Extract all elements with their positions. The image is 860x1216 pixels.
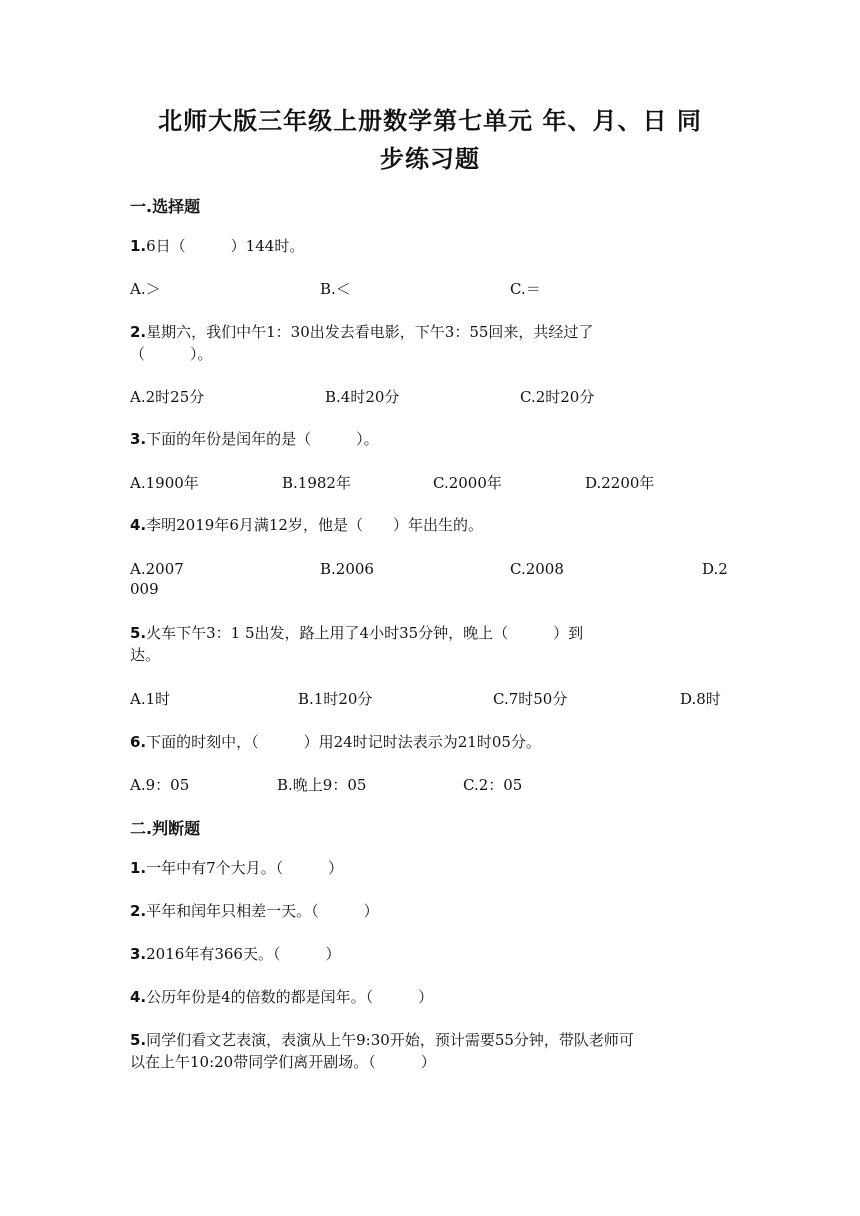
question-text-cont: （ ）。 bbox=[130, 345, 213, 363]
choice-options-6 bbox=[130, 774, 730, 796]
question-text-cont: 达。 bbox=[130, 646, 161, 664]
option-c[interactable]: C.2：05 bbox=[463, 776, 523, 794]
question-text-cont: 以在上午10:20带同学们离开剧场。（ ） bbox=[130, 1053, 436, 1071]
question-text: 下面的时刻中，（ ）用24时记时法表示为21时05分。 bbox=[146, 733, 541, 751]
question-text: 李明2019年6月满12岁，他是（ ）年出生的。 bbox=[146, 516, 483, 534]
judge-question-4 bbox=[130, 986, 730, 1008]
question-text: 一年中有7个大月。（ ） bbox=[146, 859, 344, 877]
question-number: 4. bbox=[130, 516, 147, 534]
judge-question-3 bbox=[130, 943, 730, 965]
question-text: 下面的年份是闰年的是（ ）。 bbox=[146, 430, 379, 448]
choice-question-5 bbox=[130, 622, 730, 666]
option-c[interactable]: C.2时20分 bbox=[520, 388, 595, 406]
option-b[interactable]: B.4时20分 bbox=[325, 388, 400, 406]
question-number: 1. bbox=[130, 859, 147, 877]
option-d[interactable]: D.2200年 bbox=[585, 474, 655, 492]
option-b[interactable]: B.1时20分 bbox=[298, 690, 373, 708]
option-b[interactable]: B.＜ bbox=[320, 280, 351, 298]
page-title bbox=[120, 102, 740, 178]
question-number: 4. bbox=[130, 988, 147, 1006]
question-text: 平年和闰年只相差一天。（ ） bbox=[146, 902, 379, 920]
option-c[interactable]: C.＝ bbox=[510, 280, 541, 298]
option-a[interactable]: A.2时25分 bbox=[130, 388, 205, 406]
choice-options-5 bbox=[130, 688, 730, 710]
question-text: 公历年份是4的倍数的都是闰年。（ ） bbox=[146, 988, 434, 1006]
option-d[interactable]: D.2 bbox=[702, 560, 728, 578]
option-b[interactable]: B.2006 bbox=[320, 560, 374, 578]
option-b[interactable]: B.1982年 bbox=[282, 474, 351, 492]
judge-question-5 bbox=[130, 1029, 730, 1073]
option-a[interactable]: A.1时 bbox=[130, 690, 171, 708]
option-a[interactable]: A.2007 bbox=[130, 560, 184, 578]
question-number: 5. bbox=[130, 1031, 147, 1049]
choice-question-4 bbox=[130, 514, 730, 536]
question-text: 6日（ ）144时。 bbox=[146, 237, 305, 255]
question-number: 6. bbox=[130, 733, 147, 751]
option-a[interactable]: A.9：05 bbox=[130, 776, 190, 794]
choice-question-1 bbox=[130, 235, 730, 257]
question-text: 火车下午3：1 5出发，路上用了4小时35分钟，晚上（ ）到 bbox=[146, 624, 584, 642]
judge-question-2 bbox=[130, 900, 730, 922]
title-line-2: 步练习题 bbox=[380, 145, 480, 173]
choice-question-6 bbox=[130, 731, 730, 753]
option-d[interactable]: D.8时 bbox=[680, 690, 721, 708]
option-b[interactable]: B.晚上9：05 bbox=[277, 776, 367, 794]
option-c[interactable]: C.2000年 bbox=[433, 474, 502, 492]
choice-options-1 bbox=[130, 278, 730, 300]
judge-question-1 bbox=[130, 857, 730, 879]
question-number: 2. bbox=[130, 323, 147, 341]
section-heading-judge: 二.判断题 bbox=[130, 819, 201, 838]
option-a[interactable]: A.1900年 bbox=[130, 474, 199, 492]
question-number: 3. bbox=[130, 945, 147, 963]
choice-options-2 bbox=[130, 386, 730, 408]
choice-question-2 bbox=[130, 321, 730, 365]
question-number: 3. bbox=[130, 430, 147, 448]
title-line-1: 北师大版三年级上册数学第七单元 年、月、日 同 bbox=[158, 107, 702, 135]
option-c[interactable]: C.2008 bbox=[510, 560, 564, 578]
option-c[interactable]: C.7时50分 bbox=[493, 690, 568, 708]
section-heading-choice: 一.选择题 bbox=[130, 197, 201, 216]
question-number: 5. bbox=[130, 624, 147, 642]
question-number: 2. bbox=[130, 902, 147, 920]
option-d-wrap: 009 bbox=[130, 580, 159, 598]
choice-options-4 bbox=[130, 558, 730, 580]
choice-question-3 bbox=[130, 428, 730, 450]
question-text: 星期六，我们中午1：30出发去看电影，下午3：55回来，共经过了 bbox=[146, 323, 594, 341]
question-number: 1. bbox=[130, 237, 147, 255]
choice-options-3 bbox=[130, 472, 730, 494]
question-text: 同学们看文艺表演，表演从上午9:30开始，预计需要55分钟，带队老师可 bbox=[146, 1031, 634, 1049]
option-a[interactable]: A.＞ bbox=[130, 280, 161, 298]
question-text: 2016年有366天。（ ） bbox=[146, 945, 341, 963]
